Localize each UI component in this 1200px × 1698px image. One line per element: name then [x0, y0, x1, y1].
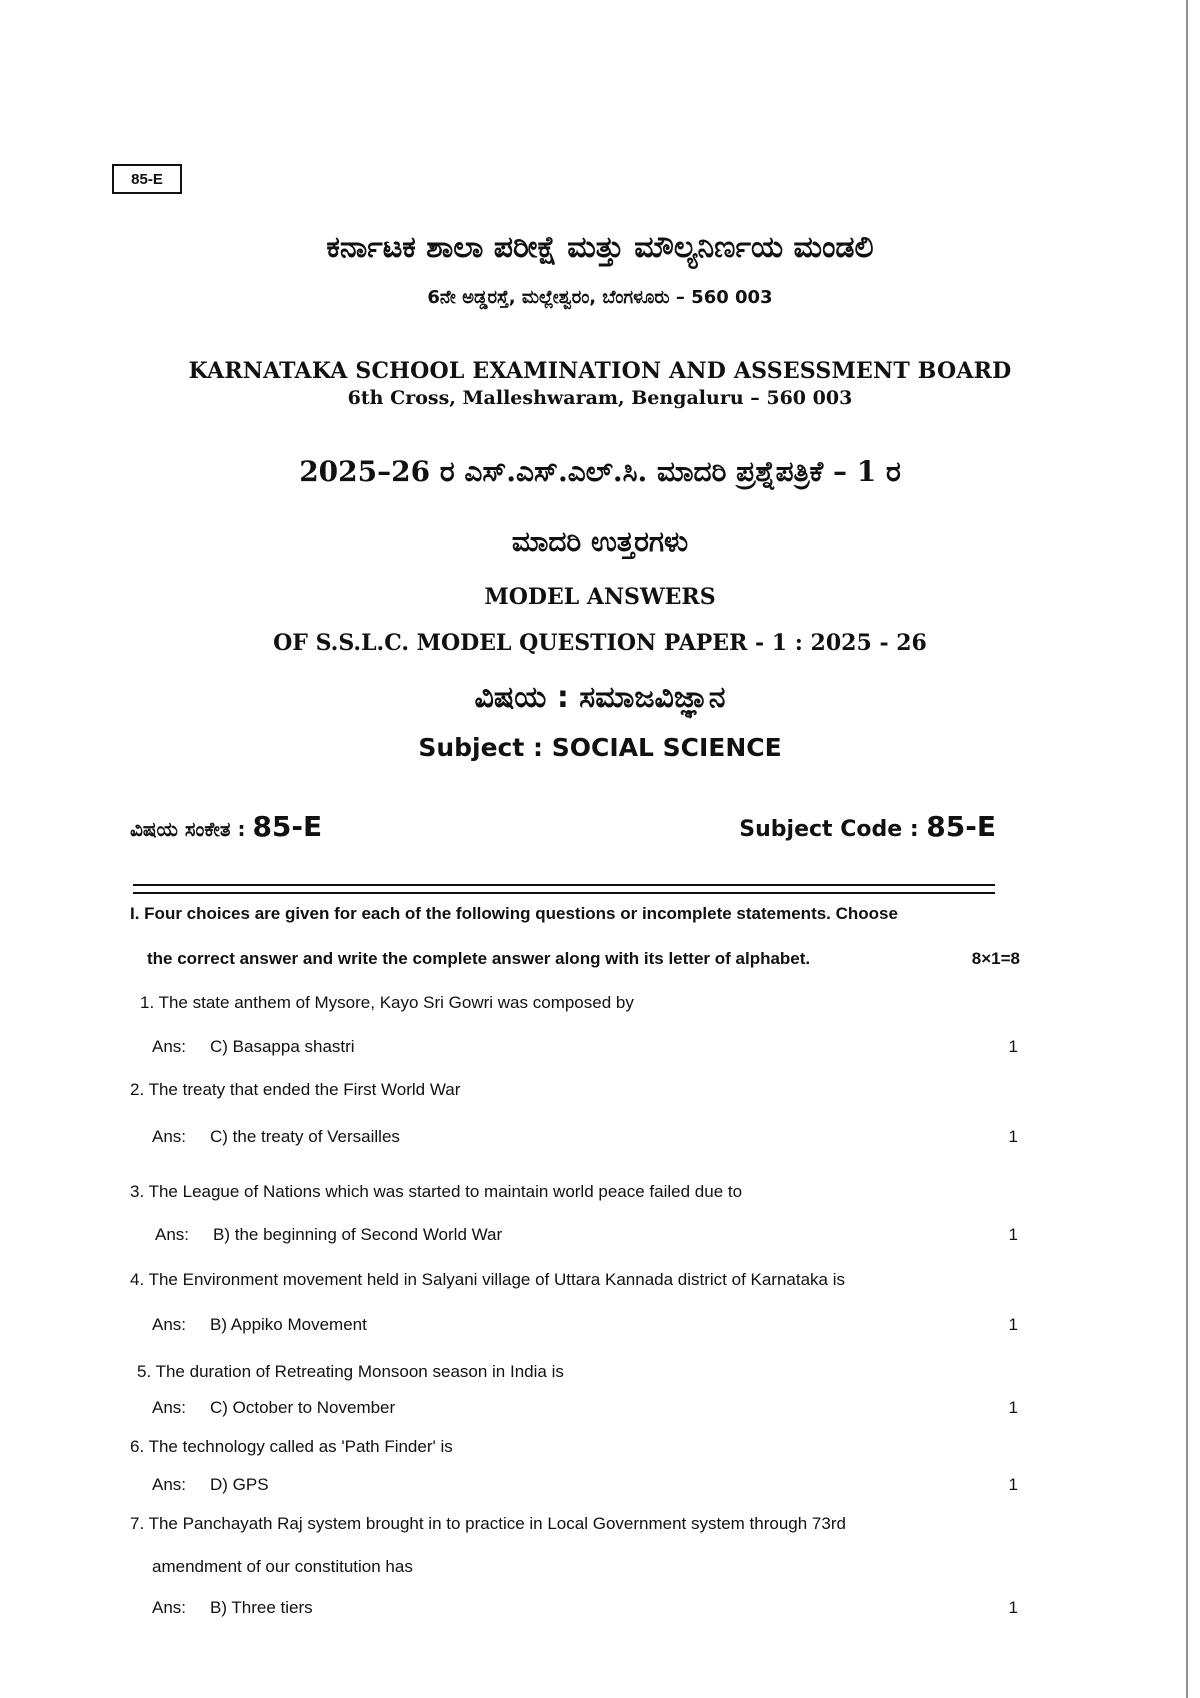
- board-name-kannada: ಕರ್ನಾಟಕ ಶಾಲಾ ಪರೀಕ್ಷೆ ಮತ್ತು ಮೌಲ್ಯನಿರ್ಣಯ ಮಂಡಲಿ: [326, 230, 874, 265]
- scan-edge-line: [1186, 0, 1188, 1698]
- question-2: 2. The treaty that ended the First World War: [130, 1080, 461, 1099]
- answer-5-marks: 1: [1008, 1398, 1018, 1417]
- question-7-continued: amendment of our constitution has: [152, 1557, 413, 1576]
- board-name-english: KARNATAKA SCHOOL EXAMINATION AND ASSESSMENT BOARD: [188, 358, 1012, 384]
- subject-code-label-english: Subject Code :: [739, 817, 927, 842]
- answer-label: Ans:: [152, 1398, 187, 1417]
- model-answers-english: MODEL ANSWERS: [484, 584, 716, 610]
- instruction-marks: 8×1=8: [971, 949, 1020, 968]
- question-1: 1. The state anthem of Mysore, Kayo Sri Gowri was composed by: [140, 993, 634, 1012]
- answer-1: [152, 1037, 1042, 1057]
- question-6: 6. The technology called as 'Path Finder' is: [130, 1437, 453, 1456]
- answer-5: [152, 1398, 1042, 1418]
- subject-code-value-english: 85-E: [926, 810, 996, 843]
- answer-text: C) October to November: [210, 1398, 396, 1417]
- divider-bottom: [133, 892, 995, 894]
- answer-label: Ans:: [152, 1315, 187, 1334]
- answer-label: Ans:: [152, 1598, 187, 1617]
- answer-4-marks: 1: [1008, 1315, 1018, 1334]
- answer-label: Ans:: [152, 1127, 187, 1146]
- answer-2: [152, 1127, 1042, 1147]
- question-5: 5. The duration of Retreating Monsoon season in India is: [137, 1362, 564, 1381]
- answer-label: Ans:: [152, 1475, 187, 1494]
- subject-code-english: [739, 810, 996, 843]
- answer-2-marks: 1: [1008, 1127, 1018, 1146]
- answer-3: [155, 1225, 1045, 1245]
- answer-text: D) GPS: [210, 1475, 269, 1494]
- subject-kannada: ವಿಷಯ : ಸಮಾಜವಿಜ್ಞಾನ: [474, 680, 726, 715]
- board-address-english: 6th Cross, Malleshwaram, Bengaluru – 560 003: [347, 387, 853, 409]
- instruction-line-1: I. Four choices are given for each of the following questions or incomplete statements. Choose: [130, 904, 898, 923]
- instruction-line-2: the correct answer and write the complete answer along with its letter of alphabet.: [147, 949, 811, 968]
- answer-6-marks: 1: [1008, 1475, 1018, 1494]
- answer-text: C) Basappa shastri: [210, 1037, 355, 1056]
- subject-code-label-kannada: ವಿಷಯ ಸಂಕೇತ :: [130, 817, 253, 841]
- answer-6: [152, 1475, 1042, 1495]
- answer-label: Ans:: [155, 1225, 190, 1244]
- paper-title-english: OF S.S.L.C. MODEL QUESTION PAPER - 1 : 2025 - 26: [273, 630, 927, 656]
- board-address-kannada: 6ನೇ ಅಡ್ಡರಸ್ತೆ, ಮಲ್ಲೇಶ್ವರಂ, ಬೆಂಗಳೂರು – 560 003: [427, 287, 773, 308]
- subject-code-value-kannada: 85-E: [252, 810, 323, 843]
- answer-text: B) Appiko Movement: [210, 1315, 367, 1334]
- subject-code-kannada: [130, 810, 322, 843]
- question-3: 3. The League of Nations which was started to maintain world peace failed due to: [130, 1182, 743, 1201]
- answer-text: B) the beginning of Second World War: [213, 1225, 503, 1244]
- answer-7-marks: 1: [1008, 1598, 1018, 1617]
- answer-3-marks: 1: [1008, 1225, 1018, 1244]
- answer-label: Ans:: [152, 1037, 187, 1056]
- answer-text: C) the treaty of Versailles: [210, 1127, 400, 1146]
- answer-7: [152, 1598, 1042, 1618]
- question-4: 4. The Environment movement held in Salyani village of Uttara Kannada district of Karnataka is: [130, 1270, 846, 1289]
- paper-title-kannada: 2025–26 ರ ಎಸ್.ಎಸ್.ಎಲ್.ಸಿ. ಮಾದರಿ ಪ್ರಶ್ನೆಪತ್ರಿಕೆ – 1 ರ: [299, 455, 901, 488]
- question-7: 7. The Panchayath Raj system brought in to practice in Local Government system through 73rd: [130, 1514, 846, 1533]
- answer-1-marks: 1: [1008, 1037, 1018, 1056]
- divider-top: [133, 884, 995, 886]
- paper-code-box: 85-E: [112, 164, 182, 194]
- answer-4: [152, 1315, 1042, 1335]
- subject-english: Subject : SOCIAL SCIENCE: [418, 733, 782, 762]
- model-answers-kannada: ಮಾದರಿ ಉತ್ತರಗಳು: [511, 525, 689, 558]
- answer-text: B) Three tiers: [210, 1598, 313, 1617]
